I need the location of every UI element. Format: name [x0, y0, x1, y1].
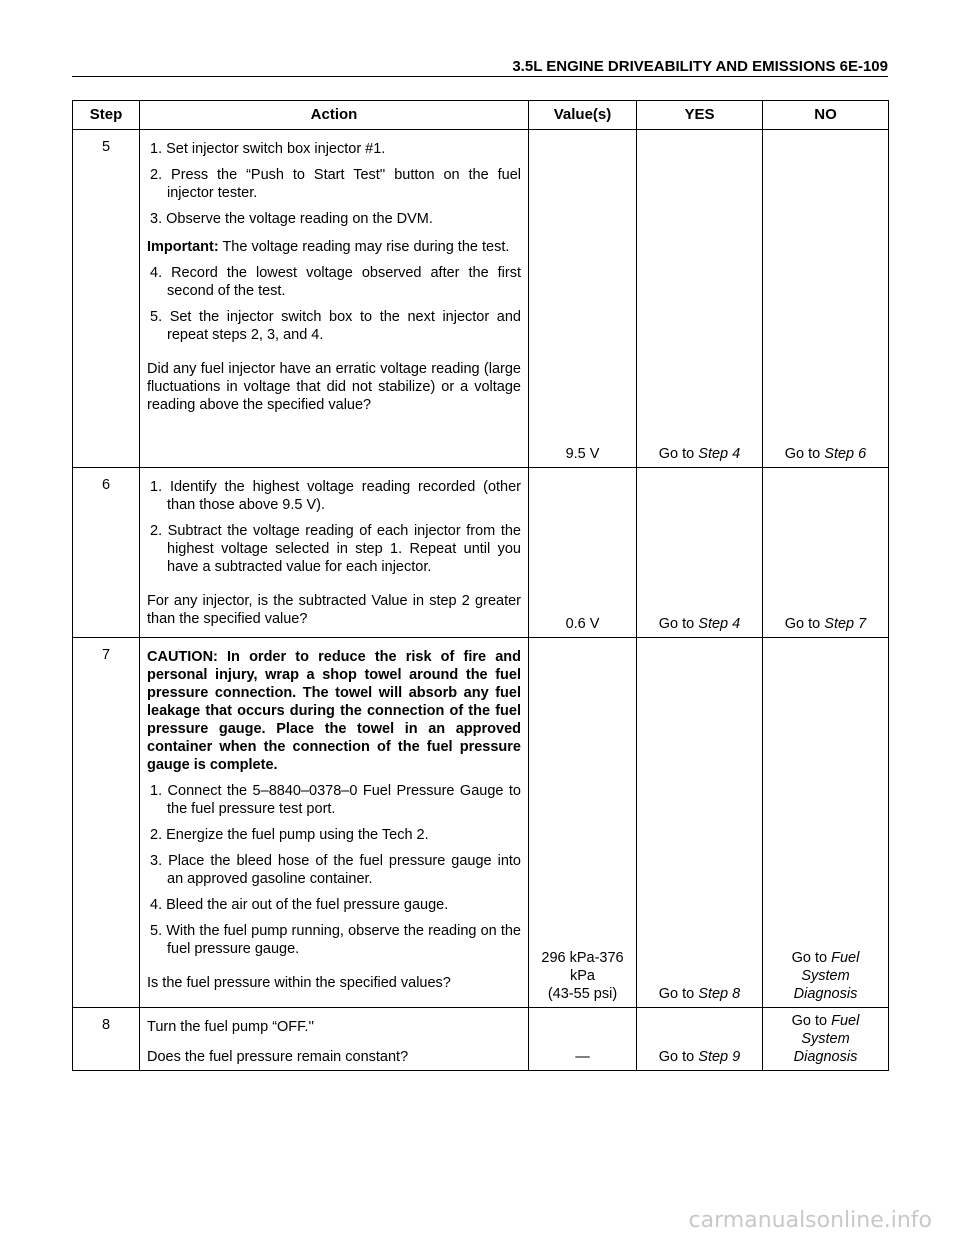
value-cell: 0.6 V: [529, 468, 637, 638]
yes-step-link[interactable]: Step 9: [698, 1049, 741, 1065]
action-cell: [140, 1008, 529, 1071]
table-row-step-8: [73, 1008, 889, 1071]
action-question: For any injector, is the subtracted Value in step 2 greater than the specified value?: [147, 593, 521, 627]
value-line: kPa: [570, 968, 595, 984]
yes-prefix: Go to: [658, 986, 699, 1002]
no-prefix: Go to: [791, 1013, 832, 1029]
value-cell: 9.5 V: [529, 130, 637, 468]
action-cell: [140, 130, 529, 468]
step-number: 7: [73, 638, 140, 1008]
yes-prefix: Go to: [658, 446, 699, 462]
table-row-step-7: [73, 638, 889, 1008]
no-cell: [763, 1008, 889, 1071]
no-diagnosis-link[interactable]: Diagnosis: [793, 1049, 858, 1065]
no-prefix: Go to: [784, 446, 825, 462]
value-cell: [529, 638, 637, 1008]
yes-cell: [637, 468, 763, 638]
no-prefix: Go to: [784, 616, 825, 632]
action-question: Does the fuel pressure remain constant?: [147, 1049, 409, 1065]
caution-text: CAUTION: In order to reduce the risk of fire and personal injury, wrap a shop towel around the fuel pressure connection. The towel will absorb any fuel leakage that occurs during the connection of the fuel pressure gauge. Place the towel in an approved container when the connection of the fuel pressure gauge is complete.: [147, 649, 521, 773]
no-step-link[interactable]: Step 6: [824, 446, 867, 462]
action-item: Turn the fuel pump “OFF.'': [147, 1019, 314, 1035]
action-question: Did any fuel injector have an erratic voltage reading (large fluctuations in voltage that did not stabilize) or a voltage reading above the specified value?: [147, 361, 521, 413]
action-item: 4. Record the lowest voltage observed after the first second of the test.: [150, 265, 521, 299]
action-item: 2. Energize the fuel pump using the Tech 2.: [150, 827, 429, 843]
action-question: Is the fuel pressure within the specified values?: [147, 975, 451, 991]
yes-cell: [637, 638, 763, 1008]
important-text: The voltage reading may rise during the test.: [218, 239, 510, 255]
table-row-step-6: [73, 468, 889, 638]
table-row-step-5: [73, 130, 889, 468]
yes-step-link[interactable]: Step 4: [698, 446, 741, 462]
yes-prefix: Go to: [658, 1049, 699, 1065]
column-header-action: Action: [140, 101, 529, 130]
value-line: (43-55 psi): [547, 986, 618, 1002]
yes-step-link[interactable]: Step 4: [698, 616, 741, 632]
header-rule: [72, 76, 888, 77]
no-diagnosis-link[interactable]: Fuel: [831, 1013, 860, 1029]
no-cell: [763, 130, 889, 468]
no-cell: [763, 468, 889, 638]
table-header-row: [73, 101, 889, 130]
step-number: 8: [73, 1008, 140, 1071]
action-item: 3. Place the bleed hose of the fuel pressure gauge into an approved gasoline container.: [150, 853, 521, 887]
page-header: 3.5L ENGINE DRIVEABILITY AND EMISSIONS 6E-109: [512, 58, 888, 75]
action-item: 1. Connect the 5–8840–0378–0 Fuel Pressure Gauge to the fuel pressure test port.: [150, 783, 521, 817]
value-cell: —: [529, 1008, 637, 1071]
yes-cell: [637, 1008, 763, 1071]
action-item: 3. Observe the voltage reading on the DVM.: [150, 211, 433, 227]
step-number: 5: [73, 130, 140, 468]
column-header-step: Step: [73, 101, 140, 130]
action-item: 5. Set the injector switch box to the next injector and repeat steps 2, 3, and 4.: [150, 309, 521, 343]
action-item: 2. Subtract the voltage reading of each injector from the highest voltage selected in step 1. Repeat until you have a subtracted value for each injector.: [150, 523, 521, 575]
yes-prefix: Go to: [658, 616, 699, 632]
action-item: 4. Bleed the air out of the fuel pressure gauge.: [150, 897, 449, 913]
action-cell: [140, 468, 529, 638]
action-item: 2. Press the “Push to Start Test'' button on the fuel injector tester.: [150, 167, 521, 201]
no-cell: [763, 638, 889, 1008]
no-diagnosis-link[interactable]: Diagnosis: [793, 986, 858, 1002]
no-step-link[interactable]: Step 7: [824, 616, 867, 632]
important-note: [147, 238, 521, 256]
step-number: 6: [73, 468, 140, 638]
no-diagnosis-link[interactable]: System: [801, 1031, 850, 1047]
watermark: carmanualsonline.info: [688, 1208, 932, 1233]
no-prefix: Go to: [791, 950, 832, 966]
column-header-no: NO: [763, 101, 889, 130]
no-diagnosis-link[interactable]: System: [801, 968, 850, 984]
action-item: 1. Set injector switch box injector #1.: [150, 141, 386, 157]
yes-step-link[interactable]: Step 8: [698, 986, 741, 1002]
action-item: 1. Identify the highest voltage reading recorded (other than those above 9.5 V).: [150, 479, 521, 513]
column-header-values: Value(s): [529, 101, 637, 130]
yes-cell: [637, 130, 763, 468]
important-label: Important:: [147, 239, 219, 255]
diagnostic-table: [72, 100, 889, 1071]
action-cell: [140, 638, 529, 1008]
action-item: 5. With the fuel pump running, observe the reading on the fuel pressure gauge.: [150, 923, 521, 957]
no-diagnosis-link[interactable]: Fuel: [831, 950, 860, 966]
value-line: 296 kPa-376: [541, 950, 624, 966]
column-header-yes: YES: [637, 101, 763, 130]
